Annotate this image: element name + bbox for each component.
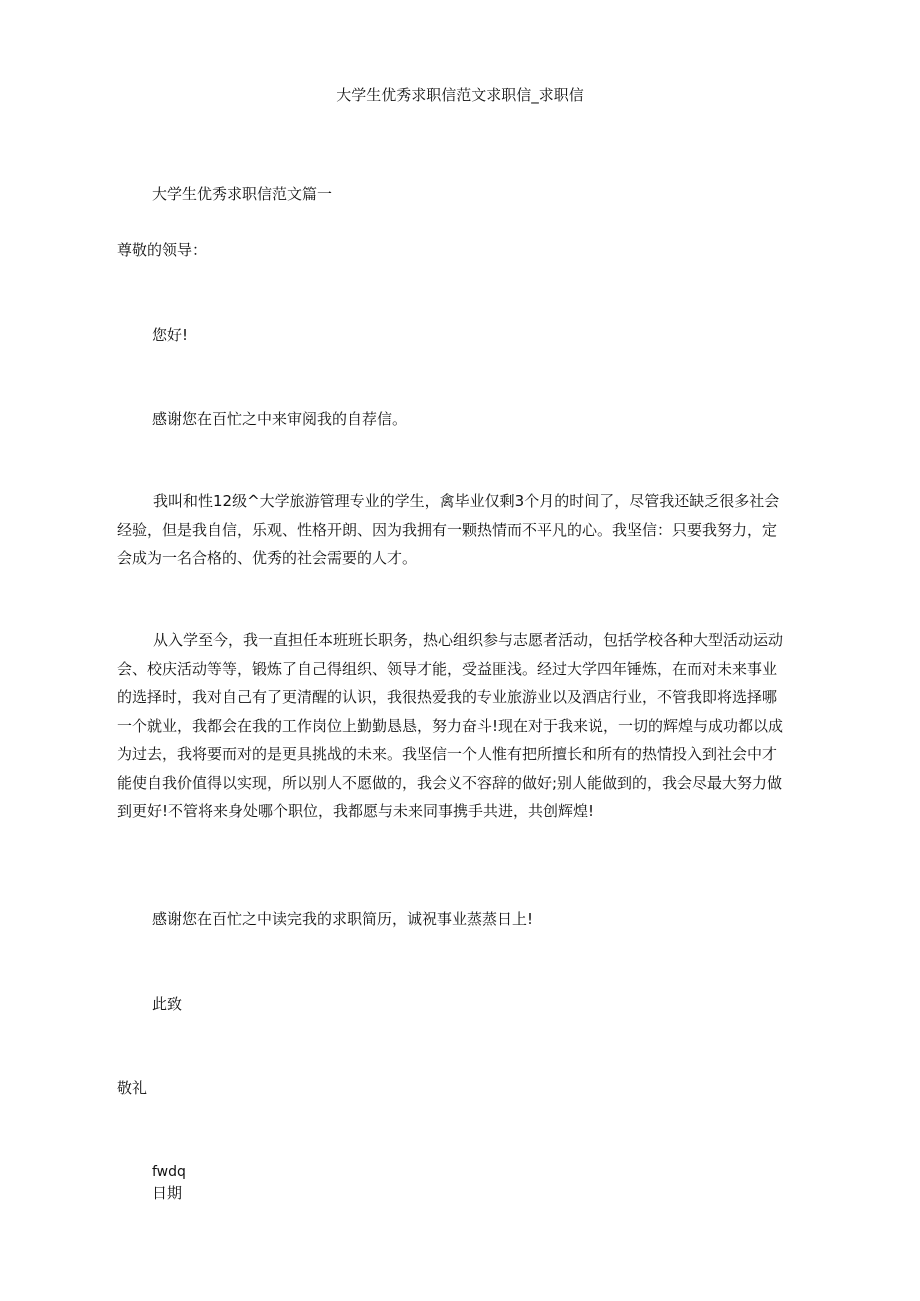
closing-respect: 敬礼 [117, 1079, 148, 1097]
paragraph-introduction: 我叫和性12级^大学旅游管理专业的学生，禽毕业仅剩3个月的时间了，尽管我还缺乏很多社会经验，但是我自信，乐观、性格开朗、因为我拥有一颗热情而不平凡的心。我坚信：只要我努力，定会成为一名合格的、优秀的社会需要的人才。 [117, 492, 780, 567]
document-title: 大学生优秀求职信范文求职信_求职信 [336, 86, 584, 104]
section-heading: 大学生优秀求职信范文篇一 [152, 185, 333, 203]
signature-date: 日期 [152, 1184, 183, 1202]
paragraph-experience: 从入学至今，我一直担任本班班长职务，热心组织参与志愿者活动，包括学校各种大型活动运动会、校庆活动等等，锻炼了自己得组织、领导才能，受益匪浅。经过大学四年锤炼，在而对未来事业的选择时，我对自己有了更清醒的认识，我很热爱我的专业旅游业以及酒店行业，不管我即将选择哪一个就业，我都会在我的工作岗位上勤勤恳恳，努力奋斗!现在对于我来说，一切的辉煌与成功都以成为过去，我将要而对的是更具挑战的未来。我坚信一个人惟有把所擅长和所有的热情投入到社会中才能使自我价值得以实现，所以别人不愿做的，我会义不容辞的做好;别人能做到的，我会尽最大努力做到更好!不管将来身处哪个职位，我都愿与未来同事携手共进，共创辉煌! [117, 631, 784, 820]
thanks-intro: 感谢您在百忙之中来审阅我的自荐信。 [152, 410, 408, 428]
salutation: 尊敬的领导： [117, 241, 208, 259]
greeting: 您好! [152, 326, 189, 344]
thanks-closing: 感谢您在百忙之中读完我的求职简历，诚祝事业蒸蒸日上! [152, 910, 534, 928]
closing-salute: 此致 [152, 995, 183, 1013]
signature-name: fwdq [152, 1164, 186, 1180]
